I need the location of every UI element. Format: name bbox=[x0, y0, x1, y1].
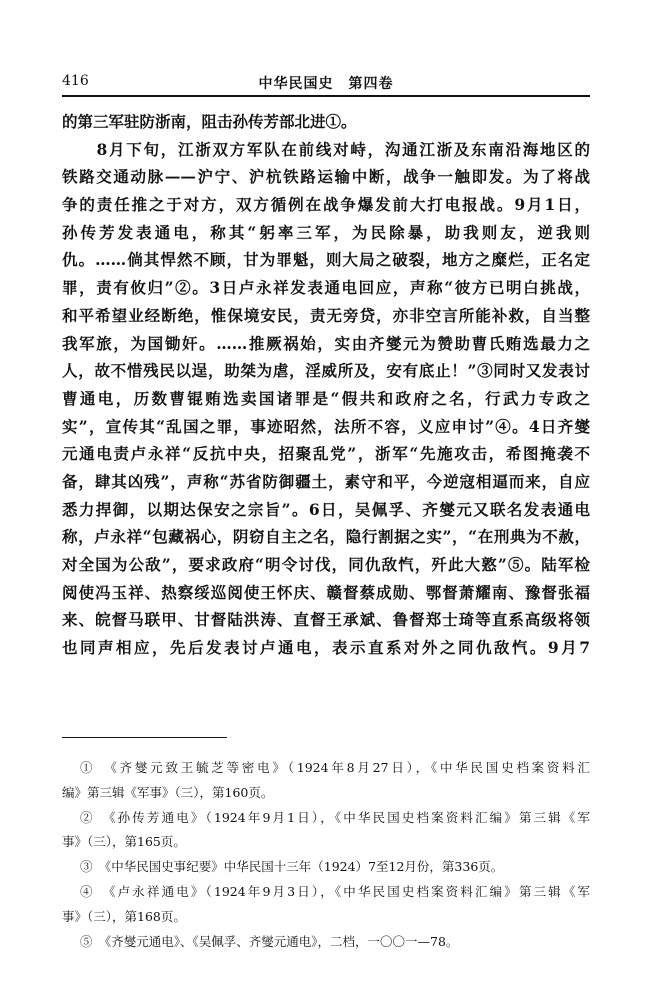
footnote-line: ① 《齐燮元致王毓芝等密电》（1924年8月27日），《中华民国史档案资料汇 bbox=[80, 760, 590, 775]
text-line: 悉力捍御，以期达保安之宗旨”。6日，吴佩孚、齐燮元又联名发表通电 bbox=[62, 499, 590, 519]
body-text bbox=[62, 108, 590, 662]
text-line: 元通电责卢永祥“反抗中央，招聚乱党”，浙军“先施攻击，希图掩袭不 bbox=[62, 444, 590, 464]
header-rule bbox=[62, 95, 590, 97]
footnote-line: ② 《孙传芳通电》（1924年9月1日），《中华民国史档案资料汇编》第三辑《军 bbox=[80, 809, 590, 825]
text-line: 备，肆其凶残”，声称“苏省防御疆土，素守和平，今逆寇相逼而来，自应 bbox=[62, 471, 590, 491]
text-line: 8月下旬，江浙双方军队在前线对峙，沟通江浙及东南沿海地区的 bbox=[62, 139, 590, 159]
text-line: 我军旅，为国锄奸。……推厥祸始，实由齐燮元为赞助曹氏贿选最力之 bbox=[62, 333, 590, 353]
text-line: 阅使冯玉祥、热察绥巡阅使王怀庆、赣督蔡成勋、鄂督萧耀南、豫督张福 bbox=[62, 582, 590, 602]
text-line: 对全国为公敌”，要求政府“明令讨伐，同仇敌忾，歼此大憝”⑤。陆军检 bbox=[62, 555, 590, 574]
text-line: 称，卢永祥“包藏祸心，阴窃自主之名，隐行割据之实”，“在刑典为不赦， bbox=[62, 527, 590, 547]
footnote-rule bbox=[62, 737, 227, 738]
text-line: 曹通电，历数曹锟贿选卖国诸罪是“假共和政府之名，行武力专政之 bbox=[62, 388, 590, 408]
text-line: 仇。……倘其悍然不顾，甘为罪魁，则大局之破裂，地方之糜烂，正名定 bbox=[62, 250, 590, 270]
text-line: 和平希望业经断绝，惟保境安民，责无旁贷，亦非空言所能补救，自当整 bbox=[62, 305, 590, 325]
text-line: 罪，责有攸归”②。3日卢永祥发表通电回应，声称“彼方已明白挑战， bbox=[62, 278, 590, 298]
text-line: 人，故不惜残民以逞，助桀为虐，淫威所及，安有底止！”③同时又发表讨 bbox=[62, 361, 590, 381]
footnote-line: 事》（三），第168页。 bbox=[62, 908, 186, 924]
text-line: 孙传芳发表通电，称其“躬率三军，为民除暴，助我则友，逆我则 bbox=[62, 222, 590, 242]
text-line: 铁路交通动脉——沪宁、沪杭铁路运输中断，战争一触即发。为了将战 bbox=[62, 167, 590, 187]
footnote-line: ④ 《卢永祥通电》（1924年9月3日），《中华民国史档案资料汇编》第三辑《军 bbox=[80, 883, 590, 899]
footnote-line: 编》第三辑《军事》（三），第160页。 bbox=[62, 784, 274, 800]
text-line: 实”，宣传其“乱国之罪，事迹昭然，法所不容，义应申讨”④。4日齐燮 bbox=[62, 416, 590, 436]
text-line: 争的责任推之于对方，双方循例在战争爆发前大打电报战。9月1日， bbox=[62, 195, 590, 215]
running-head: 中华民国史 第四卷 bbox=[258, 76, 394, 92]
page-header bbox=[62, 73, 590, 93]
text-line: 也同声相应，先后发表讨卢通电，表示直系对外之同仇敌忾。9月7 bbox=[62, 638, 590, 658]
footnotes bbox=[62, 756, 590, 954]
footnote-line: 事》（三），第165页。 bbox=[62, 834, 186, 850]
footnote-line: ⑤ 《齐燮元通电》、《吴佩孚、齐燮元通电》，二档，一〇〇一—78。 bbox=[80, 933, 459, 949]
text-line: 的第三军驻防浙南，阻击孙传芳部北进①。 bbox=[62, 112, 357, 131]
page-number: 416 bbox=[62, 73, 89, 89]
text-line: 来、皖督马联甲、甘督陆洪涛、直督王承斌、鲁督郑士琦等直系高级将领 bbox=[62, 610, 590, 630]
footnote-line: ③ 《中华民国史事纪要》中华民国十三年（1924）7至12月份，第336页。 bbox=[80, 859, 504, 875]
